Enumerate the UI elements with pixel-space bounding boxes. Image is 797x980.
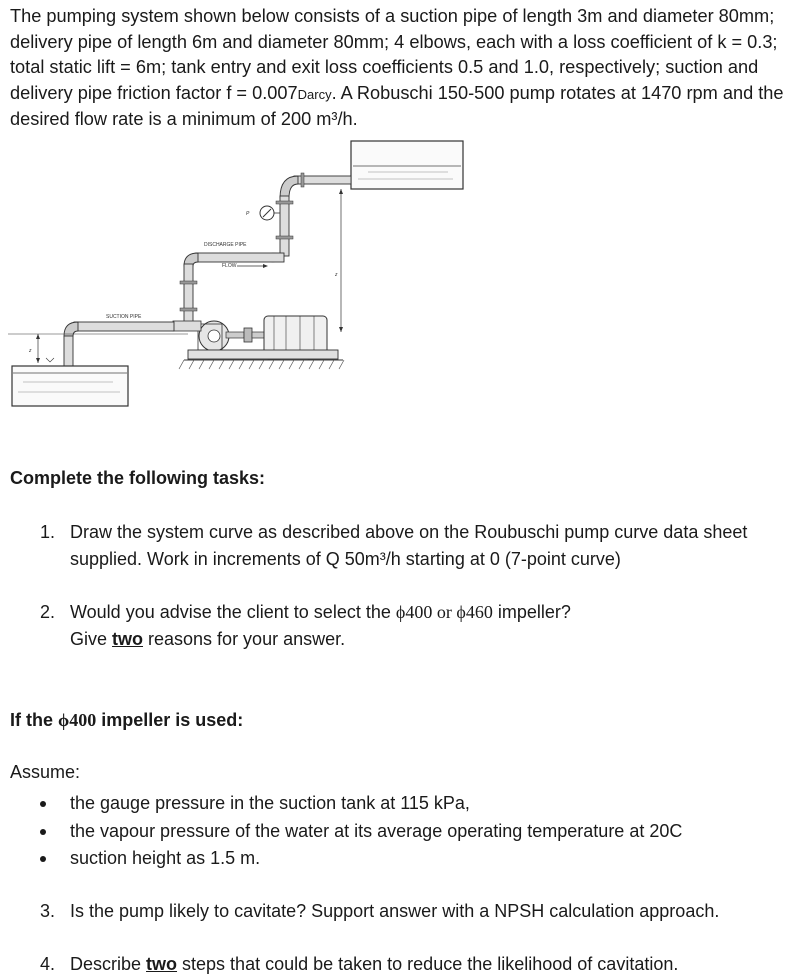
intro-text-2: . A Robuschi 150-500 pump rotates at 1470 rpm and the desired flow rate is a minimum of 200 m³/h.	[10, 82, 784, 129]
suction-pipe-label: SUCTION PIPE	[106, 314, 142, 320]
discharge-pipe-vertical	[180, 264, 197, 326]
problem-statement	[10, 4, 792, 133]
static-lift-dimension	[334, 189, 343, 332]
impeller-400: ϕ400	[395, 602, 433, 622]
svg-text:P: P	[246, 211, 250, 217]
delivery-tank	[351, 141, 463, 189]
if-impeller-heading: If the ϕ400 impeller is used:	[10, 710, 244, 730]
task-1	[40, 519, 790, 573]
task-3	[40, 898, 790, 925]
list-item: the vapour pressure of the water at its average operating temperature at 20C	[40, 818, 682, 846]
list-item: the gauge pressure in the suction tank at 115 kPa,	[40, 790, 682, 818]
suction-height-dimension	[28, 334, 54, 363]
assume-label: Assume:	[10, 762, 81, 782]
tasks-heading: Complete the following tasks:	[10, 468, 266, 488]
base-plate	[179, 350, 344, 369]
suction-tank	[12, 366, 128, 406]
discharge-riser	[276, 196, 293, 256]
list-item: suction height as 1.5 m.	[40, 845, 682, 873]
svg-text:z: z	[335, 272, 338, 278]
task-3-number: 3.	[40, 901, 56, 921]
task-2	[40, 599, 790, 653]
discharge-pipe-horizontal	[184, 242, 284, 269]
task-4-text: Describe two steps that could be taken to reduce the likelihood of cavitation.	[70, 954, 679, 974]
task-2-line-2: Give two reasons for your answer.	[70, 629, 346, 649]
task-4	[40, 951, 790, 978]
shaft-coupling	[244, 328, 264, 342]
impeller-460: ϕ460	[456, 602, 493, 622]
suction-pipe	[8, 314, 188, 372]
task-4-number: 4.	[40, 954, 56, 974]
darcy-subscript: Darcy	[297, 86, 332, 102]
task-2-line-1: Would you advise the client to select the ϕ400 or ϕ460 impeller?	[70, 602, 571, 622]
task-1-text: Draw the system curve as described above on the Roubuschi pump curve data sheet supplied. Work in increments of Q 50m³/h starting at 0 (7-point curve)	[70, 522, 748, 569]
intro-text-1: The pumping system shown below consists of a suction pipe of length 3m and diameter 80mm; delivery pipe of length 6m and diameter 80mm; 4 elbows, each with a loss coefficient of k = 0.3; total static lift = 6m; tank entry and exit loss coefficients 0.5 and 1.0, respectively; suction and delivery pipe friction factor f = 0.007	[10, 6, 778, 103]
centrifugal-pump	[173, 321, 244, 351]
task-2-number: 2.	[40, 602, 56, 622]
discharge-pipe-label: DISCHARGE PIPE	[204, 242, 247, 248]
task-1-number: 1.	[40, 522, 56, 542]
flow-label: FLOW	[222, 263, 237, 269]
svg-text:z: z	[29, 348, 32, 354]
task-3-text: Is the pump likely to cavitate? Support answer with a NPSH calculation approach.	[70, 901, 720, 921]
pumping-system-diagram	[8, 136, 473, 414]
discharge-pipe-top	[280, 173, 351, 198]
assumptions-list	[40, 790, 682, 873]
pressure-gauge-icon	[246, 206, 280, 220]
